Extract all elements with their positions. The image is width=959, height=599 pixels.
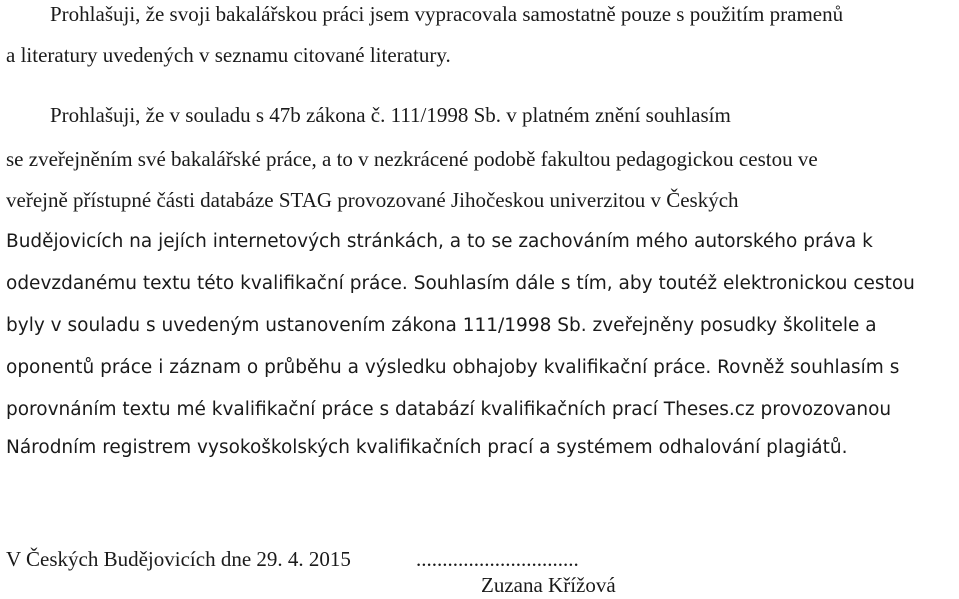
signature-name: Zuzana Křížová [481,573,616,597]
paragraph2-line-3: veřejně přístupné části databáze STAG provozované Jihočeskou univerzitou v Českých [6,188,739,212]
paragraph2-line-6: byly v souladu s uvedeným ustanovením zákona 111/1998 Sb. zveřejněny posudky školitele a [6,315,877,336]
paragraph2-line-2: se zveřejněním své bakalářské práce, a to v nezkrácené podobě fakultou pedagogickou cestou ve [6,147,818,171]
signature-place-date: V Českých Budějovicích dne 29. 4. 2015 [6,547,351,571]
paragraph2-line-4: Budějovicích na jejích internetových stránkách, a to se zachováním mého autorského práva k [6,231,873,252]
paragraph1-line-2: a literatury uvedených v seznamu citované literatury. [6,43,451,67]
paragraph2-line-1: Prohlašuji, že v souladu s 47b zákona č. 111/1998 Sb. v platném znění souhlasím [50,103,731,127]
paragraph2-line-8: porovnáním textu mé kvalifikační práce s databází kvalifikačních prací Theses.cz provozovanou [6,399,892,420]
paragraph2-line-5: odevzdanému textu této kvalifikační práce. Souhlasím dále s tím, aby toutéž elektronickou cestou [6,273,915,294]
paragraph2-line-7: oponentů práce i záznam o průběhu a výsledku obhajoby kvalifikační práce. Rovněž souhlasím s [6,357,900,378]
paragraph1-line-1: Prohlašuji, že svoji bakalářskou práci jsem vypracovala samostatně pouze s použitím pramenů [50,2,844,26]
paragraph2-line-9: Národním registrem vysokoškolských kvalifikačních prací a systémem odhalování plagiátů. [6,437,848,458]
signature-line: ............................... [416,547,579,571]
